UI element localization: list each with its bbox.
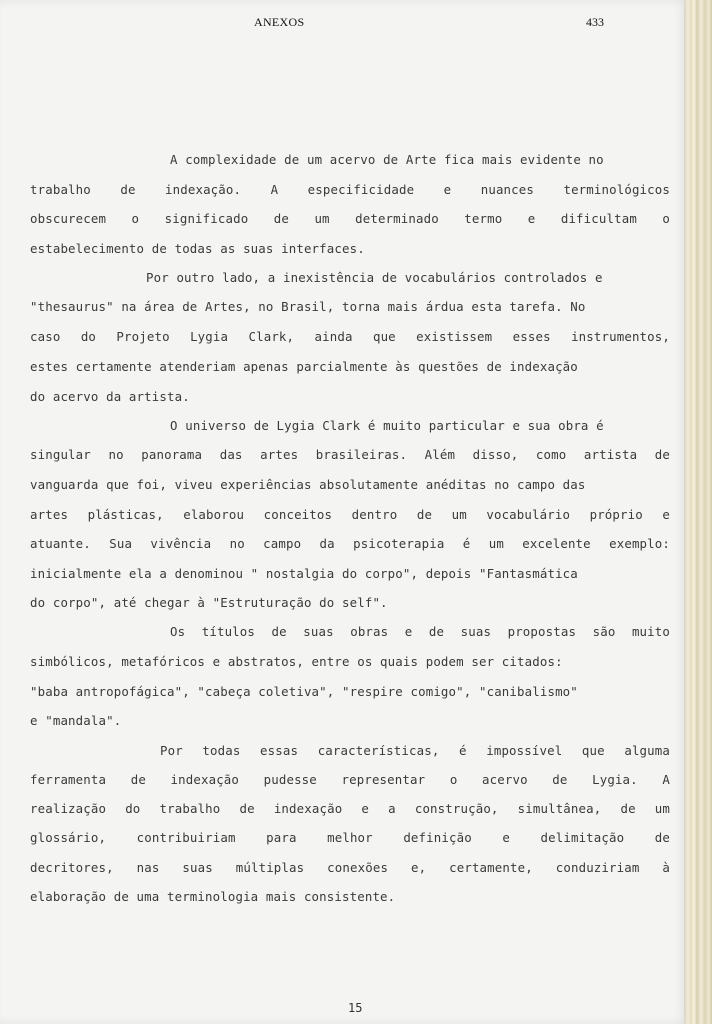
body-line: do corpo", até chegar à "Estruturação do self". [30, 595, 388, 610]
body-line: realização do trabalho de indexação e a construção, simultânea, de um [30, 801, 670, 816]
body-line: "baba antropofágica", "cabeça coletiva", "respire comigo", "canibalismo" [30, 684, 578, 699]
body-line: do acervo da artista. [30, 389, 190, 404]
running-header-title: ANEXOS [254, 15, 305, 29]
body-line: Por todas essas características, é impossível que alguma [160, 743, 670, 758]
body-line: caso do Projeto Lygia Clark, ainda que existissem esses instrumentos, [30, 329, 670, 344]
body-line: singular no panorama das artes brasileiras. Além disso, como artista de [30, 447, 670, 462]
body-line: Por outro lado, a inexistência de vocabulários controlados e [146, 270, 603, 285]
body-line: estes certamente atenderiam apenas parcialmente às questões de indexação [30, 359, 578, 374]
body-line: vanguarda que foi, viveu experiências absolutamente anéditas no campo das [30, 477, 586, 492]
body-line: ferramenta de indexação pudesse representar o acervo de Lygia. A [30, 772, 670, 787]
body-line: trabalho de indexação. A especificidade e nuances terminológicos [30, 182, 670, 197]
body-line: e "mandala". [30, 713, 122, 728]
body-line: simbólicos, metafóricos e abstratos, entre os quais podem ser citados: [30, 654, 563, 669]
body-line: "thesaurus" na área de Artes, no Brasil, torna mais árdua esta tarefa. No [30, 299, 586, 314]
footer-page-number: 15 [348, 1001, 363, 1015]
body-line: artes plásticas, elaborou conceitos dentro de um vocabulário próprio e [30, 507, 670, 522]
body-line: Os títulos de suas obras e de suas propostas são muito [170, 624, 670, 639]
body-line: glossário, contribuiriam para melhor definição e delimitação de [30, 830, 670, 845]
body-line: inicialmente ela a denominou " nostalgia do corpo", depois "Fantasmática [30, 566, 578, 581]
body-line: estabelecimento de todas as suas interfaces. [30, 241, 365, 256]
body-line: elaboração de uma terminologia mais consistente. [30, 889, 396, 904]
running-header-page-number: 433 [586, 15, 604, 29]
book-binding-edge [684, 0, 712, 1024]
body-line: atuante. Sua vivência no campo da psicoterapia é um excelente exemplo: [30, 536, 670, 551]
body-line: decritores, nas suas múltiplas conexões e, certamente, conduziriam à [30, 860, 670, 875]
body-line: O universo de Lygia Clark é muito particular e sua obra é [170, 418, 604, 433]
body-line: obscurecem o significado de um determinado termo e dificultam o [30, 211, 670, 226]
body-line: A complexidade de um acervo de Arte fica mais evidente no [170, 152, 604, 167]
